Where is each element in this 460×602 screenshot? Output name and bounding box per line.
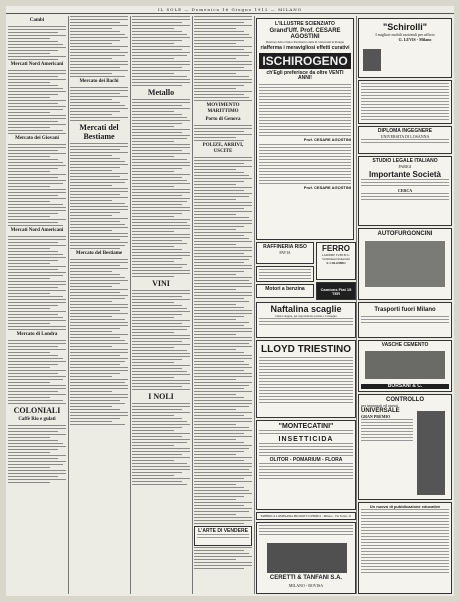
subheading-porto-genova: Porto di Genova [205,117,241,122]
text-block [8,340,66,404]
ad-ischirogeno-body [259,84,351,136]
heading-vini: VINI [152,279,170,288]
ad-societa-cerca: CERCA [397,188,413,193]
ad-fabbrica-text: FABBRICA LOMBARDA PRODOTTI CHIMICI - Milano - Via Turati, 31 [260,514,352,518]
ad-ceretti-tanfani [256,522,356,594]
text-block [361,179,449,186]
heading-mercato-londra: Mercato di Londra [16,332,58,337]
ad-vasche-cemento [358,340,452,392]
ad-ischirogeno-line1: riafferma i meravigliosi effetti curativi [260,45,350,51]
ad-arte-di-vendere [194,526,252,546]
masthead: IL SOLE — Domenica 16 Giugno 1912 — MILANO [6,6,454,14]
heading-coloniali: COLONIALI [13,406,61,415]
text-block [8,144,66,226]
ad-raffineria-sub: PAVIA [279,250,291,255]
ad-naftalina-title: Naftalina scaglie [270,304,342,314]
ad-camions-fiat [316,282,356,300]
ad-diploma-sub: UNIVERSITA DI LOSANNA [380,134,430,139]
text-block [132,99,190,277]
ad-ferro-title: FERRO [322,244,350,253]
ad-small-text [358,80,452,124]
ad-studio-title: STUDIO LEGALE ITALIANO [372,158,438,164]
ad-ischirogeno-body2 [259,144,351,184]
text-block [361,193,449,200]
text-block [259,463,353,479]
text-block [132,290,190,390]
ad-ischirogeno-sig2: Prof. CESARE AGOSTINI [303,185,351,190]
ad-ischirogeno-name: Grand'Uff. Prof. CESARE AGOSTINI [269,28,341,40]
ad-naftalina [256,302,356,338]
text-block [70,16,128,77]
ad-studio-sub: PARIGI [398,164,412,169]
text-block [70,259,128,425]
ad-vasche-sub: BORSANI & C. [361,384,449,389]
text-block [259,357,353,403]
ad-ferro [316,242,356,280]
heading-mercato-bachi: Mercato dei Bachi [79,79,119,84]
desk-illustration [363,49,381,71]
ad-ischirogeno-sub: Direttore della Clinica Psichiatrica della R. Università di Perugia [266,40,344,44]
ad-controllo-sub1: per impiegati ed operai [361,403,398,408]
heading-mercati-bestiame: Mercati del Bestiame [79,123,119,141]
text-block [361,419,413,441]
heading-metallo: Metallo [147,88,175,97]
text-block [194,157,252,569]
ad-controllo-sub2: UNIVERSALE [361,408,400,414]
text-block [70,143,128,249]
text-block [361,509,449,573]
ad-autofurgoncini [358,228,452,300]
column-rule [130,16,131,594]
tank-illustration [365,351,445,379]
ad-ceretti-sub: MILANO - BOVISA [288,583,324,588]
ad-fiat-title: Camions Fiat 15 TER [320,287,352,296]
text-block [8,425,66,483]
ad-ferro-sub1: LAMIERE TUBI ECC. [321,253,351,257]
ad-trasporti-title: Trasporti fuori Milano [374,307,436,313]
ad-motori [256,284,314,298]
heading-mercato-bestiame: Mercato del Bestiame [75,251,123,256]
ad-diploma-title: DIPLOMA INGEGNERE [377,128,433,134]
heading-cambi: Cambi [29,18,45,23]
ad-schirolli [358,18,452,78]
ad-vasche-title: VASCHE CEMENTO [381,342,429,348]
ad-lloyd-title: LLOYD TRIESTINO [261,344,351,355]
column-rule [254,16,255,594]
text-block [197,534,249,538]
ad-arte-title: L'ARTE DI VENDERE [198,528,248,534]
ad-insetticida: INSETTICIDA [278,436,334,443]
ad-motori-title: Motori a benzina [265,286,305,292]
ad-pubblicazione [358,502,452,594]
ad-ischirogeno-top: L'ILLUSTRE SCIENZIATO [275,21,335,27]
column-1 [8,16,66,594]
text-block [8,26,66,60]
ad-ceretti-title: CERETTI & TANFANI S.A. [269,575,343,581]
ad-controllo-sub3: GRAN PREMIO [361,414,391,419]
clock-machine-illustration [417,411,445,495]
ad-raffineria-riso [256,242,314,264]
ad-controllo [358,394,452,500]
ad-diploma [358,126,452,154]
text-block [259,318,353,325]
column-rule [192,16,193,594]
heading-mercato-giovani: Mercato dei Giovani [15,136,59,141]
text-block [361,83,449,120]
text-block [259,430,353,434]
ad-controllo-title: CONTROLLO [386,397,424,403]
text-block [8,70,66,134]
ad-schirolli-line2: G. LEVIS - Milano [398,37,432,42]
ad-raffineria-title: RAFFINERIA RISO [263,244,307,250]
heading-movimento-marittimo: MOVIMENTO MARITTIMO [206,103,240,114]
ad-olitor: OLITOR - POMARIUM - FLORA [269,457,343,463]
text-block [132,16,190,86]
newspaper-page [6,6,454,596]
ad-studio-legale [358,156,452,226]
ad-montecatini [256,420,356,510]
ad-fabbrica-lombarda [256,512,356,520]
column-3 [132,16,190,594]
ad-societa-title: Importante Società [368,170,441,179]
text-block [8,236,66,330]
ad-ischirogeno [256,18,354,240]
heading-noli: I NOLI [148,392,174,401]
text-block [259,269,311,279]
vehicle-illustration [365,241,445,287]
text-block [259,525,353,535]
text-block [194,16,252,101]
ad-naftalina-sub: bianca doppia, per esportazione pronta e Consegna [275,314,337,318]
ad-schirolli-line1: I migliori mobili razionali per ufficio [375,32,435,37]
crane-illustration [267,543,347,573]
column-rule [68,16,69,594]
subheading-caffe: Caffè Rio e gulati [18,417,56,422]
heading-polize-arrivi: POLIZE, ARRIVI, USCITE [202,143,244,154]
text-block [361,139,449,143]
ad-trasporti [358,302,452,338]
ad-pubblicazione-title: Un nuovo di pubblicazione educative [369,504,441,509]
ad-montecatini-title: "MONTECATINI" [278,423,334,430]
text-block [194,125,252,141]
text-block [70,87,128,121]
ad-lloyd-triestino [256,340,356,418]
heading-mercati-nord-americani-2: Mercati Nord Americani [10,228,64,233]
ad-schirolli-brand: "Schirolli" [382,22,428,32]
text-block [361,316,449,323]
heading-mercati-nord-americani: Mercati Nord Americani [10,62,64,67]
column-2 [70,16,128,594]
text-block [132,403,190,485]
ad-ischirogeno-sig1: Prof. CESARE AGOSTINI [303,137,351,142]
ad-ferro-sub2: Stabilimenti Industriali [322,257,350,261]
text-block [259,443,353,456]
column-rule [356,16,357,594]
ad-ischirogeno-line2: ch'Egli preferisce da oltre VENTI ANNI! [266,70,344,81]
column-4 [194,16,252,594]
ad-autofurgoncini-title: AUTOFURGONCINI [377,231,433,237]
ad-ferro-sub3: F. COLOMBO [326,261,346,265]
ad-ischirogeno-brand: ISCHIROGENO [259,53,351,69]
ad-small-text-2 [256,266,314,282]
